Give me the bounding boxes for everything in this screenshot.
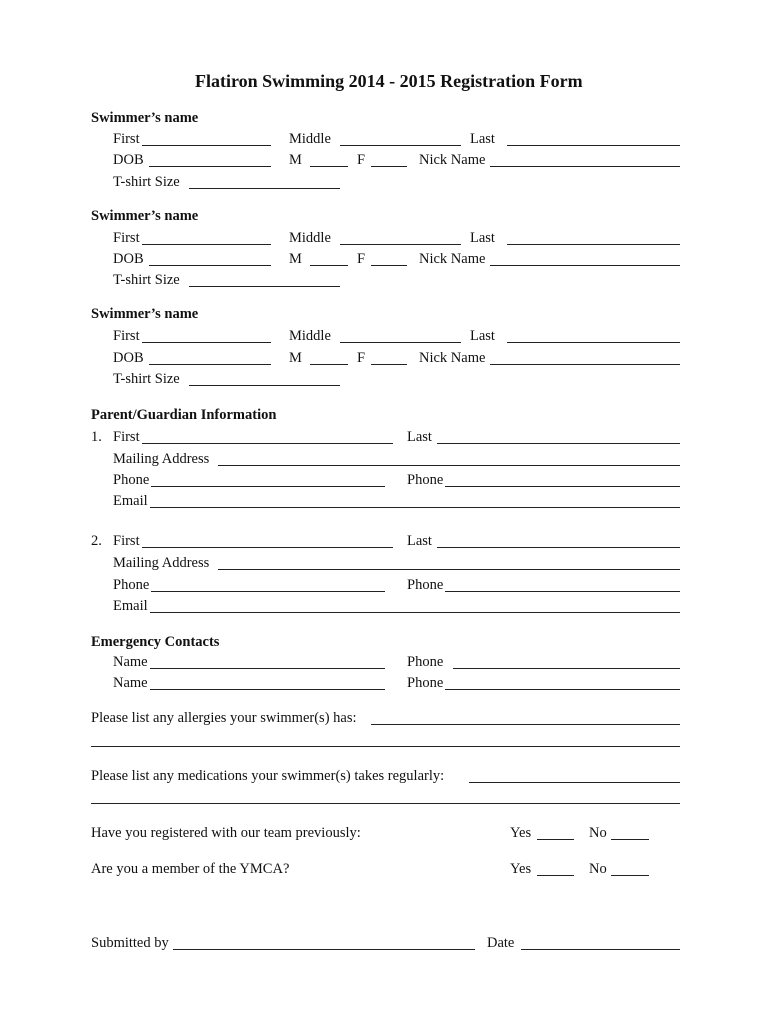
swimmer-3-last-field[interactable]: [507, 342, 680, 343]
registered-previously-question: Have you registered with our team previously:: [91, 825, 361, 841]
guardian-2-phone-field[interactable]: [151, 591, 385, 592]
swimmer-3-heading: Swimmer’s name: [91, 306, 199, 322]
allergies-label: Please list any allergies your swimmer(s) has:: [91, 710, 357, 726]
swimmer-2-f-label: F: [357, 251, 366, 267]
allergies-field-line-2[interactable]: [91, 746, 680, 747]
ymca-yes-field[interactable]: [537, 875, 574, 876]
guardian-2-first-field[interactable]: [142, 547, 393, 548]
ymca-yes-label: Yes: [510, 861, 532, 877]
swimmer-2-dob-label: DOB: [113, 251, 144, 267]
swimmer-2-nickname-field[interactable]: [490, 265, 680, 266]
guardian-2-phone2-label: Phone: [407, 577, 444, 593]
guardian-2-email-label: Email: [113, 598, 148, 614]
swimmer-2-nickname-label: Nick Name: [419, 251, 486, 267]
guardian-1-phone2-field[interactable]: [445, 486, 680, 487]
guardian-1-email-label: Email: [113, 493, 148, 509]
swimmer-3-tshirt-field[interactable]: [189, 385, 340, 386]
swimmer-3-f-field[interactable]: [371, 364, 407, 365]
swimmer-1-middle-field[interactable]: [340, 145, 461, 146]
swimmer-2-tshirt-field[interactable]: [189, 286, 340, 287]
guardian-1-first-label: First: [113, 429, 140, 445]
swimmer-3-tshirt-label: T-shirt Size: [113, 371, 180, 387]
swimmer-3-middle-field[interactable]: [340, 342, 461, 343]
submitted-by-field[interactable]: [173, 949, 475, 950]
swimmer-2-last-label: Last: [470, 230, 495, 246]
swimmer-1-f-label: F: [357, 152, 366, 168]
swimmer-2-m-label: M: [289, 251, 302, 267]
registered-no-label: No: [589, 825, 607, 841]
form-title: Flatiron Swimming 2014 - 2015 Registration Form: [195, 71, 583, 91]
swimmer-1-m-field[interactable]: [310, 166, 348, 167]
date-field[interactable]: [521, 949, 680, 950]
guardian-1-last-field[interactable]: [437, 443, 680, 444]
emergency-1-name-field[interactable]: [150, 668, 385, 669]
emergency-heading: Emergency Contacts: [91, 634, 220, 650]
emergency-1-name-label: Name: [113, 654, 148, 670]
swimmer-1-nickname-label: Nick Name: [419, 152, 486, 168]
emergency-2-name-field[interactable]: [150, 689, 385, 690]
emergency-2-phone-field[interactable]: [445, 689, 680, 690]
guardian-1-phone2-label: Phone: [407, 472, 444, 488]
guardian-1-last-label: Last: [407, 429, 432, 445]
medications-field-line-2[interactable]: [91, 803, 680, 804]
guardian-2-mailing-field[interactable]: [218, 569, 680, 570]
medications-label: Please list any medications your swimmer(s) takes regularly:: [91, 768, 445, 784]
swimmer-1-tshirt-label: T-shirt Size: [113, 174, 180, 190]
emergency-1-phone-label: Phone: [407, 654, 444, 670]
emergency-1-phone-field[interactable]: [453, 668, 680, 669]
swimmer-3-m-label: M: [289, 350, 302, 366]
registered-no-field[interactable]: [611, 839, 649, 840]
swimmer-3-middle-label: Middle: [289, 328, 331, 344]
ymca-no-label: No: [589, 861, 607, 877]
registered-yes-field[interactable]: [537, 839, 574, 840]
swimmer-1-nickname-field[interactable]: [490, 166, 680, 167]
swimmer-2-first-label: First: [113, 230, 140, 246]
swimmer-2-middle-label: Middle: [289, 230, 331, 246]
swimmer-1-first-field[interactable]: [142, 145, 271, 146]
guardian-1-first-field[interactable]: [142, 443, 393, 444]
swimmer-3-nickname-field[interactable]: [490, 364, 680, 365]
swimmer-2-m-field[interactable]: [310, 265, 348, 266]
registered-yes-label: Yes: [510, 825, 532, 841]
allergies-field[interactable]: [371, 724, 680, 725]
guardian-2-mailing-label: Mailing Address: [113, 555, 210, 571]
parent-guardian-heading: Parent/Guardian Information: [91, 407, 277, 423]
swimmer-2-tshirt-label: T-shirt Size: [113, 272, 180, 288]
guardian-2-email-field[interactable]: [150, 612, 680, 613]
guardian-2-first-label: First: [113, 533, 140, 549]
guardian-2-last-label: Last: [407, 533, 432, 549]
swimmer-3-f-label: F: [357, 350, 366, 366]
emergency-2-phone-label: Phone: [407, 675, 444, 691]
swimmer-2-last-field[interactable]: [507, 244, 680, 245]
swimmer-1-tshirt-field[interactable]: [189, 188, 340, 189]
swimmer-1-m-label: M: [289, 152, 302, 168]
guardian-1-mailing-label: Mailing Address: [113, 451, 210, 467]
swimmer-1-last-field[interactable]: [507, 145, 680, 146]
guardian-2-phone-label: Phone: [113, 577, 150, 593]
date-label: Date: [487, 935, 515, 951]
guardian-2-number: 2.: [91, 533, 102, 549]
guardian-2-last-field[interactable]: [437, 547, 680, 548]
swimmer-3-dob-field[interactable]: [149, 364, 271, 365]
swimmer-3-dob-label: DOB: [113, 350, 144, 366]
swimmer-3-first-label: First: [113, 328, 140, 344]
emergency-2-name-label: Name: [113, 675, 148, 691]
guardian-1-mailing-field[interactable]: [218, 465, 680, 466]
swimmer-3-first-field[interactable]: [142, 342, 271, 343]
guardian-1-phone-field[interactable]: [151, 486, 385, 487]
swimmer-2-first-field[interactable]: [142, 244, 271, 245]
guardian-1-phone-label: Phone: [113, 472, 150, 488]
swimmer-2-middle-field[interactable]: [340, 244, 461, 245]
swimmer-1-dob-label: DOB: [113, 152, 144, 168]
swimmer-1-last-label: Last: [470, 131, 495, 147]
ymca-no-field[interactable]: [611, 875, 649, 876]
swimmer-1-heading: Swimmer’s name: [91, 110, 199, 126]
swimmer-1-middle-label: Middle: [289, 131, 331, 147]
swimmer-1-f-field[interactable]: [371, 166, 407, 167]
swimmer-2-f-field[interactable]: [371, 265, 407, 266]
medications-field[interactable]: [469, 782, 680, 783]
swimmer-2-dob-field[interactable]: [149, 265, 271, 266]
swimmer-1-first-label: First: [113, 131, 140, 147]
guardian-2-phone2-field[interactable]: [445, 591, 680, 592]
submitted-by-label: Submitted by: [91, 935, 169, 951]
swimmer-3-last-label: Last: [470, 328, 495, 344]
swimmer-2-heading: Swimmer’s name: [91, 208, 199, 224]
swimmer-3-m-field[interactable]: [310, 364, 348, 365]
ymca-question: Are you a member of the YMCA?: [91, 861, 290, 877]
swimmer-1-dob-field[interactable]: [149, 166, 271, 167]
swimmer-3-nickname-label: Nick Name: [419, 350, 486, 366]
guardian-1-email-field[interactable]: [150, 507, 680, 508]
guardian-1-number: 1.: [91, 429, 102, 445]
